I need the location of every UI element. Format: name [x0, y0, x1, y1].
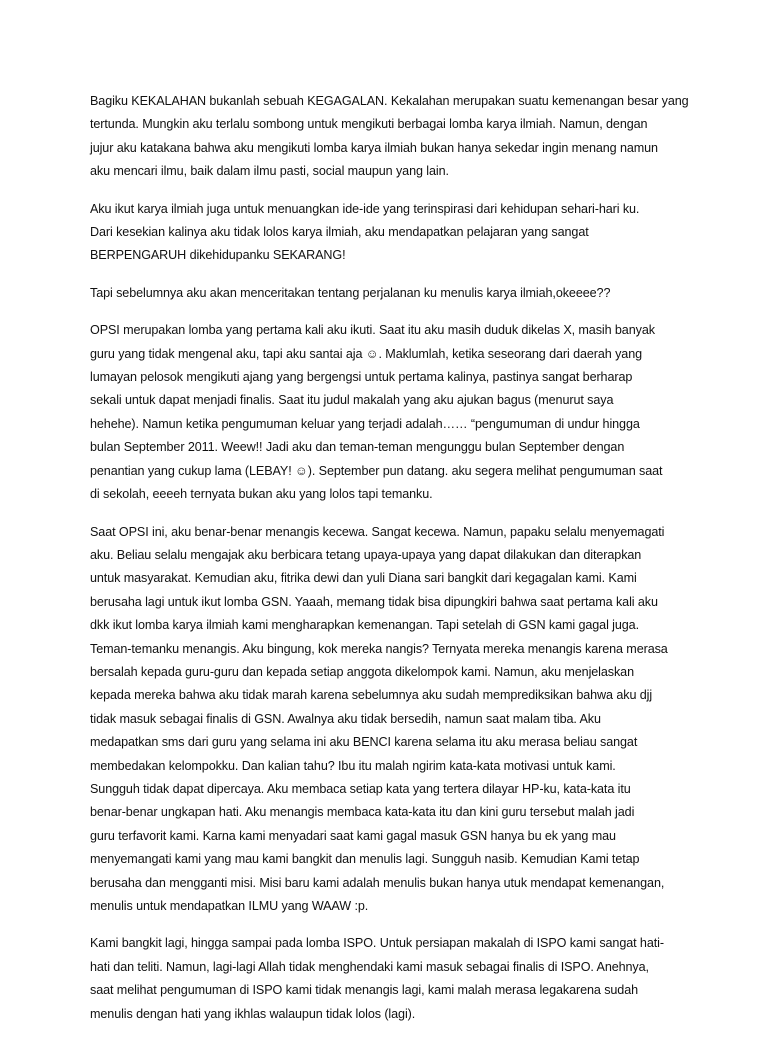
paragraph-opsi: OPSI merupakan lomba yang pertama kali aku ikuti. Saat itu aku masih duduk dikelas X, masih banyak guru yang tidak mengenal aku, tapi aku santai aja ☺. Maklumlah, ketika seseorang dari daerah yang lumayan pelosok mengikuti ajang yang bergengsi untuk pertama kalinya, pastinya sangat berharap sekali untuk dapat menjadi finalis. Saat itu judul makalah yang aku ajukan bagus (menurut saya hehehe). Namun ketika pengumuman keluar yang terjadi adalah…… “pengumuman di undur hingga bulan September 2011. Weew!! Jadi aku dan teman-teman mengunggu bulan September dengan penantian yang cukup lama (LEBAY! ☺). September pun datang. aku segera melihat pengumuman saat di sekolah, eeeeh ternyata bukan aku yang lolos tapi temanku. [90, 323, 663, 502]
paragraph-ispo: Kami bangkit lagi, hingga sampai pada lomba ISPO. Untuk persiapan makalah di ISPO kami sangat hati- hati dan teliti. Namun, lagi-lagi Allah tidak menghendaki kami masuk sebagai finalis di ISPO. Anehnya, saat melihat pengumuman di ISPO kami tidak menangis lagi, kami malah merasa legakarena sudah menulis dengan hati yang ikhlas walaupun tidak lolos (lagi). [90, 936, 664, 1021]
paragraph-intro: Bagiku KEKALAHAN bukanlah sebuah KEGAGALAN. Kekalahan merupakan suatu kemenangan besar yang tertunda. Mungkin aku terlalu sombong untuk mengikuti berbagai lomba karya ilmiah. Namun, dengan jujur aku katakana bahwa aku mengikuti lomba karya ilmiah bukan hanya sekedar ingin menang namun aku mencari ilmu, baik dalam ilmu pasti, social maupun yang lain. [90, 94, 689, 179]
paragraph-gsn: Saat OPSI ini, aku benar-benar menangis kecewa. Sangat kecewa. Namun, papaku selalu menyemagati aku. Beliau selalu mengajak aku berbicara tetang upaya-upaya yang dapat dilakukan dan diterapkan untuk masyarakat. Kemudian aku, fitrika dewi dan yuli Diana sari bangkit dari kegagalan kami. Kami berusaha lagi untuk ikut lomba GSN. Yaaah, memang tidak bisa dipungkiri bahwa saat pertama kali aku dkk ikut lomba karya ilmiah kami mengharapkan kemenangan. Tapi setelah di GSN kami gagal juga. Teman-temanku menangis. Aku bingung, kok mereka nangis? Ternyata mereka menangis karena merasa bersalah kepada guru-guru dan kepada setiap anggota dikelompok kami. Namun, aku menjelaskan kepada mereka bahwa aku tidak marah karena sebelumnya aku sudah memprediksikan bahwa aku djj tidak masuk sebagai finalis di GSN. Awalnya aku tidak bersedih, namun saat malam tiba. Aku medapatkan sms dari guru yang selama ini aku BENCI karena selama itu aku merasa beliau sangat membedakan kelompokku. Dan kalian tahu? Ibu itu malah ngirim kata-kata motivasi untuk kami. Sungguh tidak dapat dipercaya. Aku membaca setiap kata yang tertera dilayar HP-ku, kata-kata itu benar-benar ungkapan hati. Aku menangis membaca kata-kata itu dan kini guru tersebut malah jadi guru terfavorit kami. Karna kami menyadari saat kami gagal masuk GSN hanya bu ek yang mau menyemangati kami yang mau kami bangkit dan menulis lagi. Sungguh nasib. Kemudian Kami tetap berusaha dan mengganti misi. Misi baru kami adalah menulis bukan hanya utuk mendapat kemenangan, menulis untuk mendapatkan ILMU yang WAAW :p. [90, 524, 668, 913]
paragraph-motivation: Aku ikut karya ilmiah juga untuk menuangkan ide-ide yang terinspirasi dari kehidupan sehari-hari ku. Dari kesekian kalinya aku tidak lolos karya ilmiah, aku mendapatkan pelajaran yang sangat BERPENGARUH dikehidupanku SEKARANG! [90, 201, 640, 263]
document-page [90, 90, 690, 1040]
paragraph-transition: Tapi sebelumnya aku akan menceritakan tentang perjalanan ku menulis karya ilmiah,okeeee?? [90, 285, 611, 300]
